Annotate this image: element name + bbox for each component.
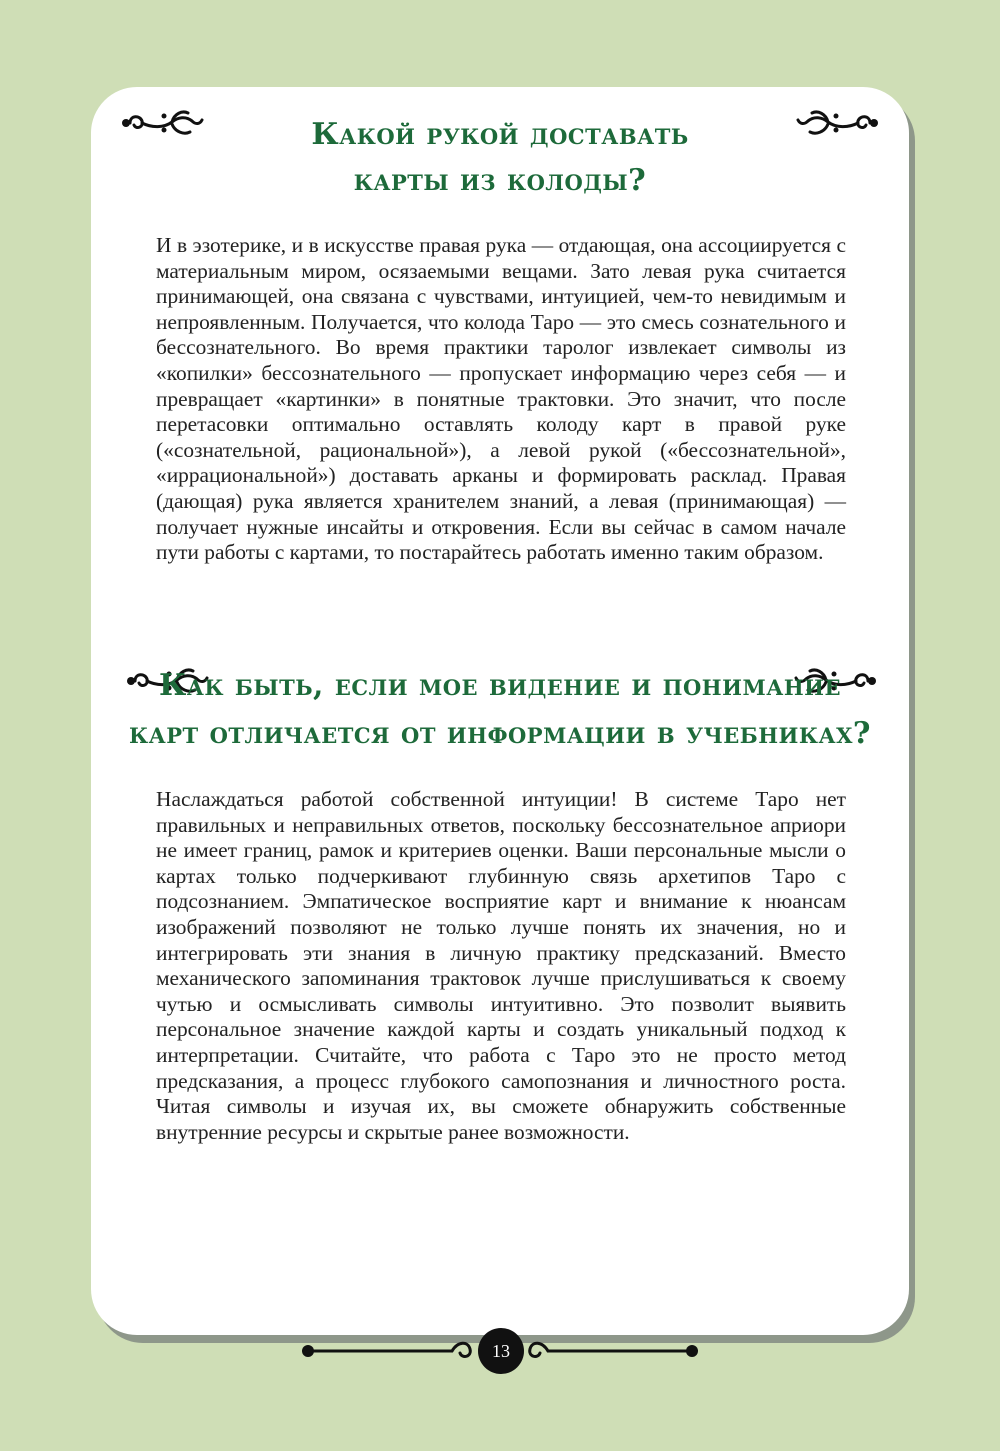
page-number: 13	[478, 1328, 524, 1374]
section-2-title-line-1: Как быть, если мое видение и понимание	[158, 668, 842, 703]
section-2-body: Наслаждаться работой собственной интуиции! В системе Таро нет правильных и неправильных ответов, поскольку бессознательное априори не имеет границ, рамок и критериев оценки. Ваши персональные мысли о картах только подчеркивают глубинную связь архетипов Таро с подсознанием. Эмпатическое восприятие карт и внимание к нюансам изображений позволяют не только лучше понять их значения, но и интегрировать эти знания в личную практику предсказаний. Вместо механического запоминания трактовок лучше прислушиваться к своему чутью и осмысливать символы интуитивно. Это позволит выявить персональное значение каждой карты и создать уникальный подход к интерпретации. Считайте, что работа с Таро это не просто метод предсказания, а процесс глубокого самопознания и личностного роста. Читая символы и изучая их, вы сможете обнаружить собственные внутренние ресурсы и скрытые ранее возможности.	[156, 787, 846, 1144]
section-1-body: И в эзотерике, и в искусстве правая рука — отдающая, она ассоциируется с материальным миром, осязаемыми вещами. Зато левая рука считается принимающей, она связана с чувствами, интуицией, чем-то невидимым и непроявленным. Получается, что колода Таро — это смесь сознательного и бессознательного. Во время практики таролог извлекает символы из «копилки» бессознательного — пропускает информацию через себя — и превращает «картинки» в понятные трактовки. Это значит, что после перетасовки оптимально оставлять колоду карт в правой руке («сознательной, рациональной»), а левой рукой («бессознательной», «иррациональной») доставать арканы и формировать расклад. Правая (дающая) рука является хранителем знаний, а левая (принимающая) — получает нужные инсайты и откровения. Если вы сейчас в самом начале пути работы с картами, то постарайтесь работать именно таким образом.	[156, 233, 846, 565]
section-2-title	[0, 662, 1000, 758]
section-1-title-line-2: карты из колоды?	[353, 163, 647, 198]
section-1-title	[0, 112, 1000, 204]
section-2-title-line-2: карт отличается от информации в учебниках?	[129, 716, 871, 751]
section-1-title-line-1: Какой рукой доставать	[311, 117, 689, 152]
